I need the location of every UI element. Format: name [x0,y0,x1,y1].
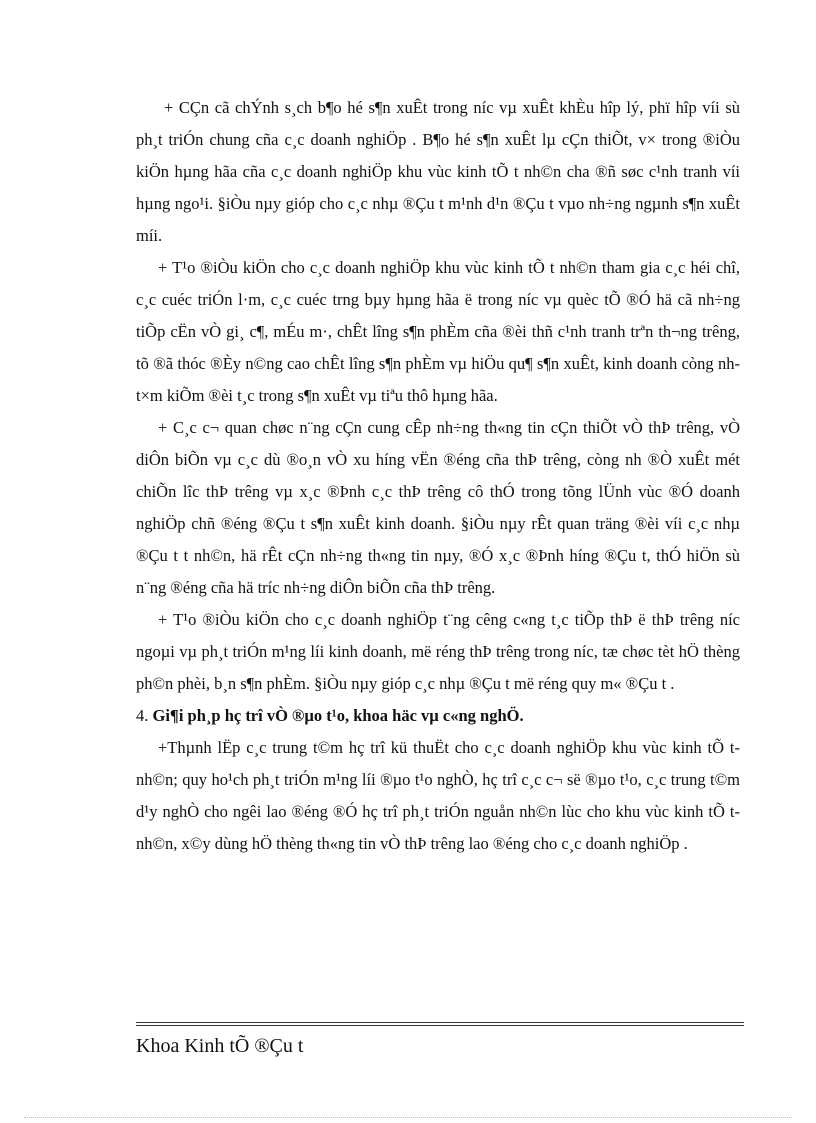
paragraph-1: + CÇn cã chÝnh s¸ch b¶o hé s¶n xuÊt trong níc vµ xuÊt khÈu hîp lý, phï hîp víi sù ph¸t triÓn chung cña c¸c doanh nghiÖp . B¶o hé s¶n xuÊt lµ cÇn thiÕt, v× trong ®iÒu kiÖn hµng hãa cña c¸c doanh nghiÖp khu vùc kinh tÕ t nh©n cha ®ñ søc c¹nh tranh víi hµng ngo¹i. §iÒu nµy gióp cho c¸c nhµ ®Çu t m¹nh d¹n ®Çu t vµo nh÷ng ngµnh s¶n xuÊt míi. [136,98,740,245]
section-number: 4. [136,706,149,725]
section-heading [136,700,740,732]
footer-text: Khoa Kinh tÕ ®Çu t [136,1035,304,1057]
paragraph-2: + T¹o ®iÒu kiÖn cho c¸c doanh nghiÖp khu vùc kinh tÕ t nh©n tham gia c¸c héi chî, c¸c cuéc triÓn l·m, c¸c cuéc trng bµy hµng hãa ë trong níc vµ quèc tÕ ®Ó hä cã nh÷ng tiÕp cËn vÒ gi¸ c¶, mÉu m·, chÊt lîng s¶n phÈm cña ®èi thñ c¹nh tranh trªn th¬ng trêng, tõ ®ã thóc ®Èy n©ng cao chÊt lîng s¶n phÈm vµ hiÖu qu¶ s¶n xuÊt, kinh doanh còng nh t×m kiÕm ®èi t¸c trong s¶n xuÊt vµ tiªu thô hµng hãa. [136,258,740,405]
footer-rule [136,1022,744,1026]
section-title: Gi¶i ph¸p hç trî vÒ ®µo t¹o, khoa häc vµ c«ng nghÖ. [152,706,524,725]
page-bottom-border [24,1117,792,1118]
paragraph-4: + T¹o ®iÒu kiÖn cho c¸c doanh nghiÖp t¨ng cêng c«ng t¸c tiÕp thÞ ë thÞ trêng níc ngoµi vµ ph¸t triÓn m¹ng líi kinh doanh, më réng thÞ trêng trong níc, tæ chøc tèt hÖ thèng ph©n phèi, b¸n s¶n phÈm. §iÒu nµy gióp c¸c nhµ ®Çu t më réng quy m« ®Çu t . [136,610,740,693]
paragraph-5: +Thµnh lËp c¸c trung t©m hç trî kü thuËt cho c¸c doanh nghiÖp khu vùc kinh tÕ t nh©n; quy ho¹ch ph¸t triÓn m¹ng líi ®µo t¹o nghÒ, hç trî c¸c c¬ së ®µo t¹o, c¸c trung t©m d¹y nghÒ cho ngêi lao ®éng ®Ó hç trî ph¸t triÓn nguån nh©n lùc cho khu vùc kinh tÕ t nh©n, x©y dùng hÖ thèng th«ng tin vÒ thÞ trêng lao ®éng cho c¸c doanh nghiÖp . [136,738,740,853]
paragraph-3: + C¸c c¬ quan chøc n¨ng cÇn cung cÊp nh÷ng th«ng tin cÇn thiÕt vÒ thÞ trêng, vÒ diÔn biÕn vµ c¸c dù ®o¸n vÒ xu híng vËn ®éng cña thÞ trêng, còng nh ®Ò xuÊt mét chiÕn lîc thÞ trêng vµ x¸c ®Þnh c¸c thÞ trêng cô thÓ trong tõng lÜnh vùc ®Ó doanh nghiÖp chñ ®éng ®Çu t s¶n xuÊt kinh doanh. §iÒu nµy rÊt quan träng ®èi víi c¸c nhµ ®Çu t t nh©n, hä rÊt cÇn nh÷ng th«ng tin nµy, ®Ó x¸c ®Þnh híng ®Çu t, thÓ hiÖn sù n¨ng ®éng cña hä tríc nh÷ng diÔn biÕn cña thÞ trêng. [136,418,740,597]
page-footer [136,1022,744,1060]
document-body [136,92,740,860]
